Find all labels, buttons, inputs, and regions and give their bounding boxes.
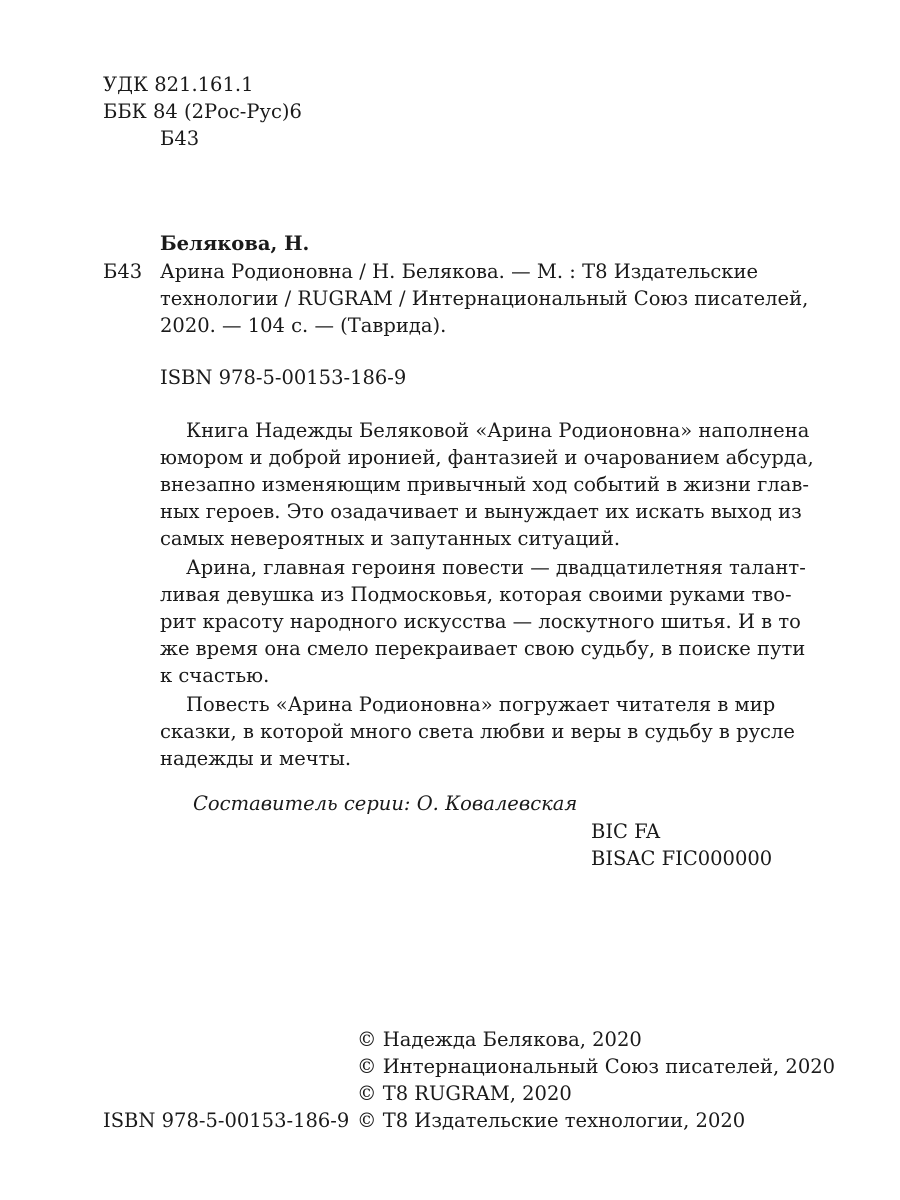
copyright-line: © Надежда Белякова, 2020 — [357, 1028, 642, 1051]
bbk-code: ББК 84 (2Рос-Рус)6 — [103, 100, 302, 123]
catalog-line: 2020. — 104 с. — (Таврида). — [160, 314, 447, 337]
annotation-line: же время она смело перекраивает свою судьбу, в поиске пути — [160, 637, 806, 660]
bisac-code: BISAC FIC000000 — [591, 847, 773, 870]
udc-code: УДК 821.161.1 — [103, 73, 254, 96]
annotation-line: Книга Надежды Беляковой «Арина Родионовна» наполнена — [186, 419, 810, 442]
annotation-line: ливая девушка из Подмосковья, которая своими руками тво- — [160, 583, 792, 606]
copyright-line: © Интернациональный Союз писателей, 2020 — [357, 1055, 836, 1078]
annotation-line: внезапно изменяющим привычный ход событий в жизни глав- — [160, 473, 809, 496]
copyright-line: © Т8 RUGRAM, 2020 — [357, 1082, 572, 1105]
catalog-author-sign: Б43 — [103, 260, 143, 283]
annotation-line: Арина, главная героиня повести — двадцатилетняя талант- — [186, 556, 806, 579]
isbn: ISBN 978-5-00153-186-9 — [160, 366, 407, 389]
annotation-line: сказки, в которой много света любви и веры в судьбу в русле — [160, 720, 795, 743]
copyright-line: © Т8 Издательские технологии, 2020 — [357, 1109, 746, 1132]
catalog-line: технологии / RUGRAM / Интернациональный Союз писателей, — [160, 287, 809, 310]
annotation-line: юмором и доброй иронией, фантазией и очарованием абсурда, — [160, 446, 814, 469]
bic-code: BIC FA — [591, 820, 661, 843]
annotation-line: Повесть «Арина Родионовна» погружает читателя в мир — [186, 693, 776, 716]
author-sign-code: Б43 — [160, 127, 200, 150]
annotation-line: ных героев. Это озадачивает и вынуждает их искать выход из — [160, 500, 802, 523]
annotation-line: надежды и мечты. — [160, 747, 352, 770]
isbn-bottom: ISBN 978-5-00153-186-9 — [103, 1109, 350, 1132]
annotation-line: самых невероятных и запутанных ситуаций. — [160, 527, 621, 550]
catalog-line: Арина Родионовна / Н. Белякова. — М. : Т8 Издательские — [160, 260, 758, 283]
series-compiler: Составитель серии: О. Ковалевская — [193, 792, 578, 815]
annotation-line: к счастью. — [160, 664, 270, 687]
catalog-author: Белякова, Н. — [160, 232, 310, 255]
annotation-line: рит красоту народного искусства — лоскутного шитья. И в то — [160, 610, 801, 633]
